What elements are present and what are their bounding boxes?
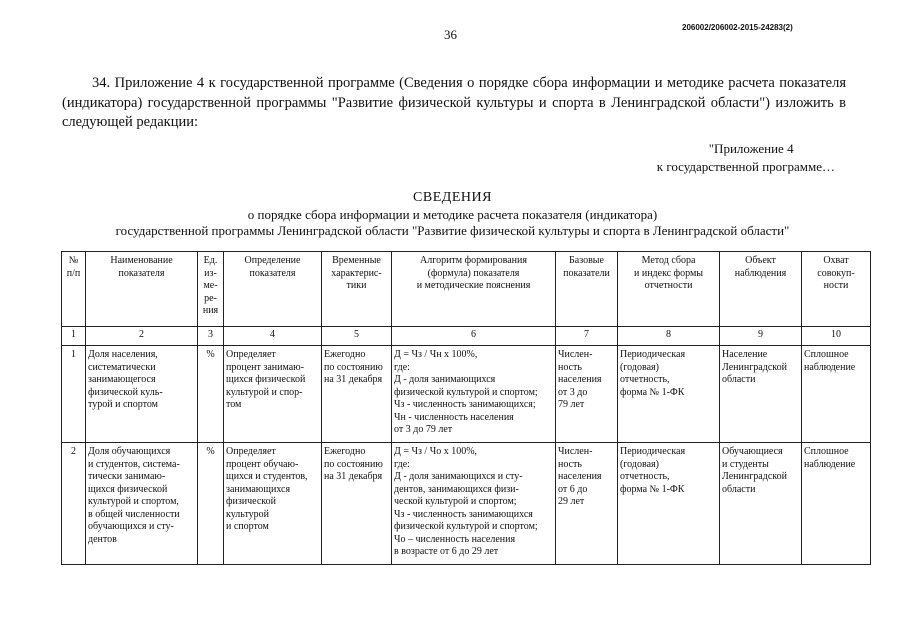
table-cell: Определяет процент занимаю- щихся физической культурой и спор- том [224,346,322,443]
indicator-table [61,251,871,565]
table-cell: Д = Чз / Чн х 100%, где: Д - доля занимающихся физической культурой и спортом; Чз - численность занимающихся; Чн - численность населения от 3 до 79 лет [392,346,556,443]
table-cell: Периодическая (годовая) отчетность, форма № 1-ФК [618,443,720,565]
table-cell: Доля обучающихся и студентов, система- тически занимаю- щихся физической культурой и спортом, в общей численности обучающихся и сту- дентов [86,443,198,565]
table-cell: Обучающиеся и студенты Ленинградской области [720,443,802,565]
table-cell: % [198,443,224,565]
column-header: № п/п [62,252,86,327]
column-number: 4 [224,327,322,346]
table-row [62,346,871,443]
column-header: Базовые показатели [556,252,618,327]
column-number: 1 [62,327,86,346]
table-cell: 1 [62,346,86,443]
table-cell: Д = Чз / Чо х 100%, где: Д - доля занимающихся и сту- дентов, занимающихся физи- ческой культурой и спортом; Чз - численность занимающихся физической культурой и спортом; Чо – численность населения в возрасте от 6 до 29 лет [392,443,556,565]
document-id: 206002/206002-2015-24283(2) [682,23,793,32]
table-cell: Числен- ность населения от 3 до 79 лет [556,346,618,443]
amendment-paragraph [62,74,846,133]
document-title [0,190,905,240]
title-line-3: государственной программы Ленинградской области "Развитие физической культуры и спорта в Ленинградской области" [115,223,790,238]
column-number: 9 [720,327,802,346]
table-cell: Периодическая (годовая) отчетность, форма № 1-ФК [618,346,720,443]
table-cell: Ежегодно по состоянию на 31 декабря [322,443,392,565]
column-header: Ед. из- ме- ре- ния [198,252,224,327]
column-number: 8 [618,327,720,346]
column-number: 10 [802,327,871,346]
column-header: Метод сбора и индекс формы отчетности [618,252,720,327]
table-cell: Доля населения, систематически занимающегося физической куль- турой и спортом [86,346,198,443]
amendment-text: 34. Приложение 4 к государственной программе (Сведения о порядке сбора информации и методике расчета показателя (индикатора) государственной программы "Развитие физической культуры и спорта в Ленинградской области") изложить в следующей редакции: [62,75,846,130]
page-number: 36 [444,27,457,42]
annex-reference [657,140,835,176]
column-header: Объект наблюдения [720,252,802,327]
table-cell: Ежегодно по состоянию на 31 декабря [322,346,392,443]
column-header: Наименование показателя [86,252,198,327]
table-row [62,443,871,565]
table-cell: Сплошное наблюдение [802,346,871,443]
column-header: Временные характерис- тики [322,252,392,327]
table-cell: Числен- ность населения от 6 до 29 лет [556,443,618,565]
table-cell: Сплошное наблюдение [802,443,871,565]
column-number: 6 [392,327,556,346]
title-line-2: о порядке сбора информации и методике расчета показателя (индикатора) [247,206,658,222]
table-cell: % [198,346,224,443]
table-cell: Определяет процент обучаю- щихся и студентов, занимающихся физической культурой и спортом [224,443,322,565]
table-cell: 2 [62,443,86,565]
column-number: 5 [322,327,392,346]
column-header: Охват совокуп- ности [802,252,871,327]
column-header: Определение показателя [224,252,322,327]
column-number: 7 [556,327,618,346]
annex-line-1: "Приложение 4 [708,141,794,156]
column-number: 3 [198,327,224,346]
column-header: Алгоритм формирования (формула) показателя и методические пояснения [392,252,556,327]
annex-line-2: к государственной программе… [656,159,835,174]
column-number-row [62,327,871,346]
table-header-row [62,252,871,327]
table-cell: Население Ленинградской области [720,346,802,443]
column-number: 2 [86,327,198,346]
title-main: СВЕДЕНИЯ [413,190,492,205]
